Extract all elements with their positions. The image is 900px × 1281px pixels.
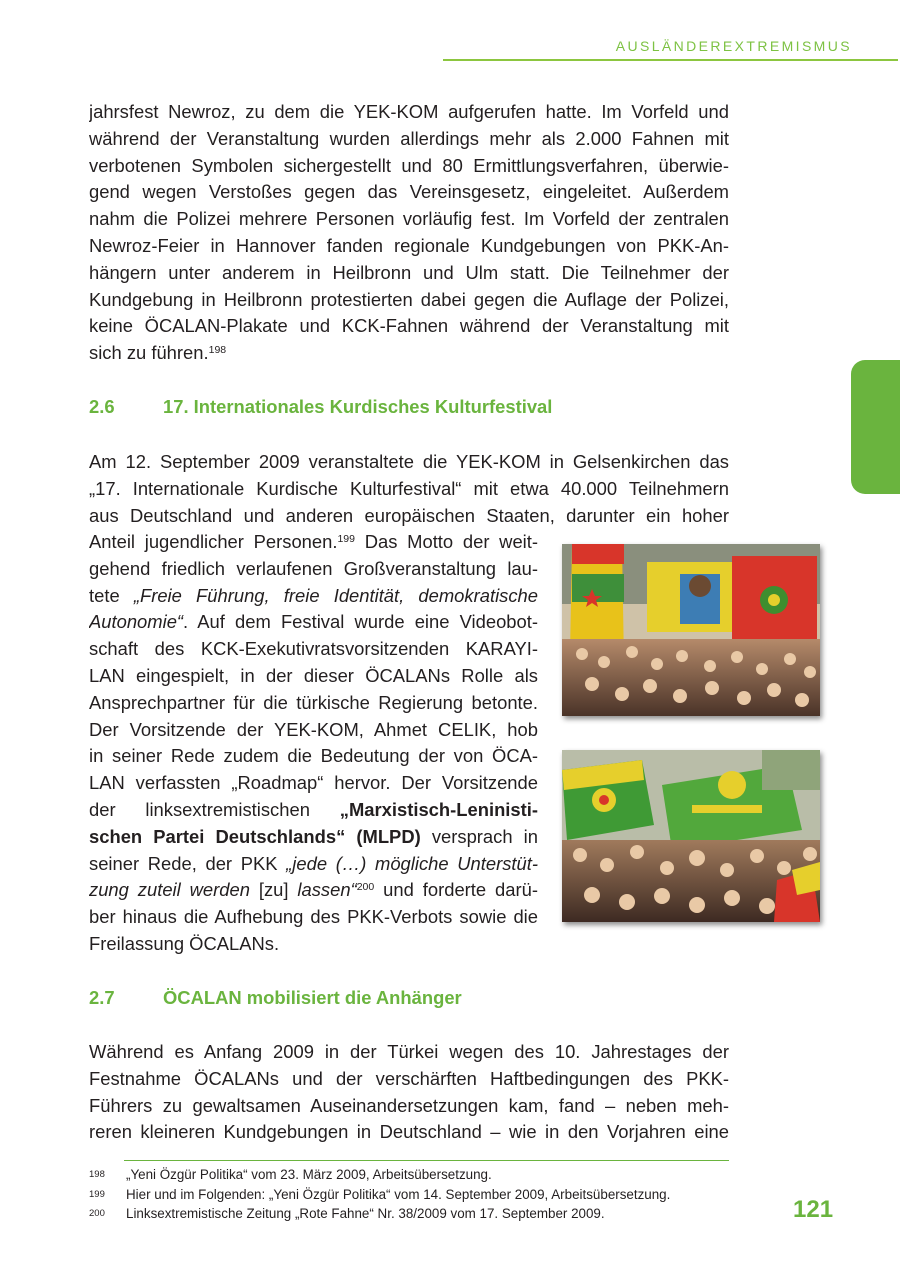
section-title: 17. Internationales Kurdisches Kulturfestival: [163, 396, 553, 417]
section-title: ÖCALAN mobilisiert die Anhänger: [163, 987, 462, 1008]
text-line: Newroz-Feier in Hannover fanden regionale Kundgebungen von PKK-An-: [89, 234, 729, 256]
paragraph-mobilization: [89, 1039, 729, 1146]
text-line: Festnahme ÖCALANs und der verschärften Haftbedingungen des PKK-: [89, 1067, 729, 1089]
footnote-199: [89, 1186, 670, 1203]
paragraph-newroz: [89, 99, 729, 340]
paragraph-festival-last-line: [89, 931, 538, 958]
text-line: jahrsfest Newroz, zu dem die YEK-KOM aufgerufen hatte. Im Vorfeld und: [89, 101, 729, 122]
footnote-number: 200: [89, 1208, 105, 1219]
text-line: während der Veranstaltung wurden allerdings mehr als 2.000 Fahnen mit: [89, 127, 729, 149]
text-line: schaft des KCK-Exekutivratsvorsitzenden KARAYI-: [89, 638, 538, 660]
footnote-200: [89, 1205, 605, 1222]
footnote-198: [89, 1166, 492, 1183]
text-line: tete „Freie Führung, freie Identität, demokratische: [89, 584, 538, 606]
text-line: nahm die Polizei mehrere Personen vorläufig fest. Im Vorfeld der zentralen: [89, 208, 729, 230]
text-line: LAN eingespielt, in der dieser ÖCALANs Rolle als: [89, 664, 538, 686]
text-line: Führers zu gewaltsamen Auseinandersetzungen kam, fand – neben meh-: [89, 1094, 729, 1116]
text-line: Kundgebung in Heilbronn protestierten dabei gegen die Auflage der Polizei,: [89, 288, 729, 310]
chapter-side-tab: [851, 360, 900, 494]
photo-image: [562, 750, 820, 922]
text-line: gend wegen Verstoßes gegen das Vereinsgesetz, eingeleitet. Außerdem: [89, 181, 729, 203]
text-line: sich zu führen.: [89, 342, 209, 363]
footnote-ref[interactable]: 200: [356, 881, 375, 894]
footnote-rule: [124, 1160, 729, 1161]
section-heading-2-6: [89, 396, 552, 418]
text-line: schen Partei Deutschlands“ (MLPD) versprach in: [89, 825, 538, 847]
text-line: aus Deutschland und anderen europäischen Staaten, darunter ein hoher: [89, 504, 729, 526]
text-line: ber hinaus die Aufhebung des PKK-Verbots sowie die: [89, 906, 538, 928]
paragraph-newroz-last-line: [89, 340, 729, 367]
text-line: gehend friedlich verlaufenen Großveranstaltung lau-: [89, 557, 538, 579]
text-line: Anteil jugendlicher Personen.$^{199}$ Das Motto der weit-: [89, 531, 538, 552]
footnote-text: „Yeni Özgür Politika“ vom 23. März 2009, Arbeitsübersetzung.: [126, 1167, 492, 1182]
text-line: in seiner Rede zudem die Bedeutung der von ÖCA-: [89, 745, 538, 767]
crowd-waving-flags-photo: [562, 750, 820, 922]
footnote-ref[interactable]: 199: [337, 533, 355, 545]
footnote-text: Linksextremistische Zeitung „Rote Fahne“ Nr. 38/2009 vom 17. September 2009.: [126, 1206, 605, 1221]
page-number: 121: [793, 1196, 834, 1223]
section-heading-2-7: [89, 987, 462, 1009]
text-line: seiner Rede, der PKK „jede (…) mögliche Unterstüt-: [89, 852, 538, 874]
text-line: LAN verfassten „Roadmap“ hervor. Der Vorsitzende: [89, 772, 538, 794]
section-number: 2.6: [89, 396, 115, 417]
section-number: 2.7: [89, 987, 115, 1008]
crowd-with-flags-photo: [562, 544, 820, 716]
text-line: zung zuteil werden [zu] lassen“$^{200}$ und forderte darü-: [89, 879, 538, 901]
footnote-number: 199: [89, 1189, 105, 1200]
text-line: reren kleineren Kundgebungen in Deutschland – wie in den Vorjahren eine: [89, 1121, 729, 1143]
text-line: Autonomie“. Auf dem Festival wurde eine Videobot-: [89, 611, 538, 633]
footnote-ref[interactable]: 198: [208, 344, 227, 356]
photo-image: [562, 544, 820, 716]
text-line: Ansprechpartner für die türkische Regierung betonte.: [89, 691, 538, 713]
paragraph-festival-body: [89, 529, 538, 931]
text-line: Während es Anfang 2009 in der Türkei wegen des 10. Jahrestages der: [89, 1041, 729, 1062]
paragraph-festival-intro: [89, 449, 729, 529]
footnote-number: 198: [89, 1169, 105, 1180]
text-line: „17. Internationale Kurdische Kulturfestival“ mit etwa 40.000 Teilnehmern: [89, 477, 729, 499]
text-line: hängern unter anderem in Heilbronn und Ulm statt. Die Teilnehmer der: [89, 261, 729, 283]
text-line: Am 12. September 2009 veranstaltete die YEK-KOM in Gelsenkirchen das: [89, 451, 729, 472]
text-line: Freilassung ÖCALANs.: [89, 933, 280, 954]
running-header: AUSLÄNDEREXTREMISMUS: [615, 38, 852, 54]
header-rule: [443, 59, 898, 61]
text-line: Der Vorsitzende der YEK-KOM, Ahmet CELIK, hob: [89, 718, 538, 740]
footnote-text: Hier und im Folgenden: „Yeni Özgür Politika“ vom 14. September 2009, Arbeitsübersetzung.: [126, 1187, 671, 1202]
text-line: der linksextremistischen „Marxistisch-Leninisti-: [89, 798, 538, 820]
text-line: keine ÖCALAN-Plakate und KCK-Fahnen während der Veranstaltung mit: [89, 315, 729, 337]
text-line: verbotenen Symbolen sichergestellt und 80 Ermittlungsverfahren, überwie-: [89, 154, 729, 176]
